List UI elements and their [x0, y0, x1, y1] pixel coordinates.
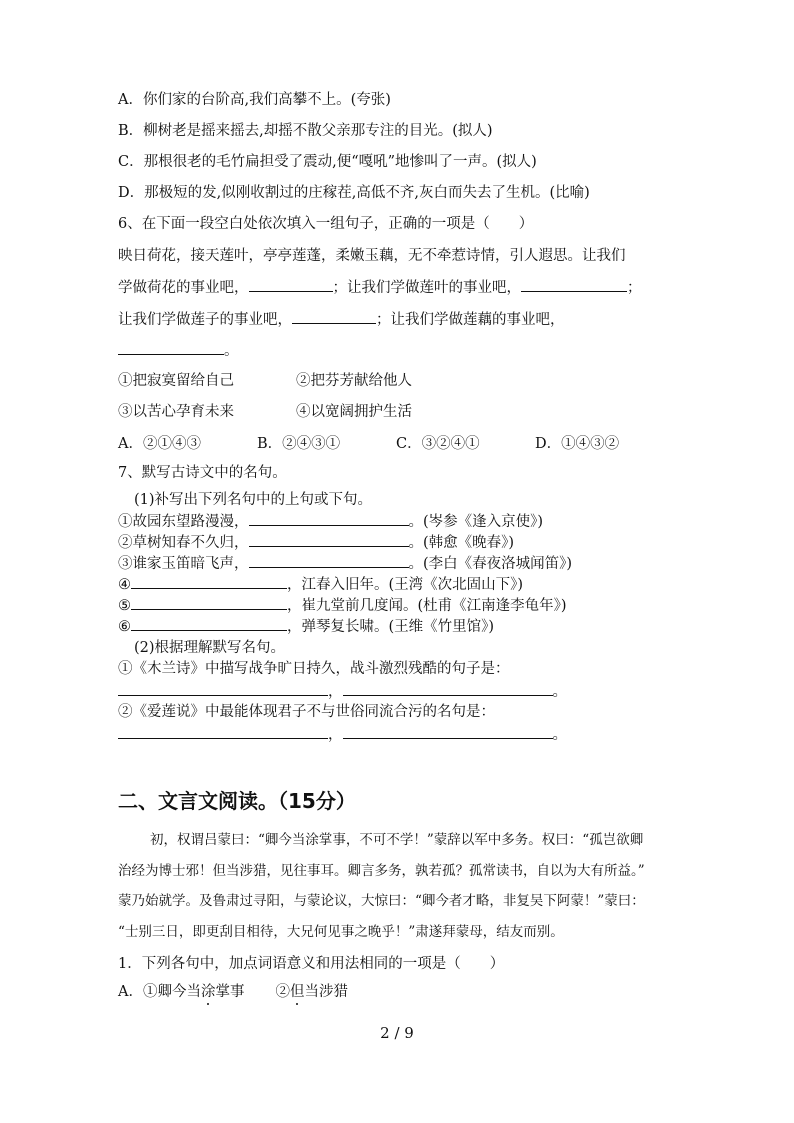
q7-text: ，江春入旧年。(王湾《次北固山下》)	[287, 577, 524, 593]
q6-choices	[118, 434, 619, 454]
q7-line	[118, 574, 523, 595]
q7-text: ②草树知春不久归，	[118, 535, 249, 551]
q7-line	[118, 595, 567, 616]
answer-blank[interactable]	[292, 309, 376, 324]
q6-passage-text: 让我们学做莲子的事业吧，	[118, 312, 292, 328]
q7-answer-line	[118, 681, 567, 702]
passage-line: 蒙乃始就学。及鲁肃过寻阳，与蒙论议，大惊曰：“卿今者才略，非复吴下阿蒙！”蒙曰：	[118, 893, 645, 909]
passage-line: 治经为博士邪！但当涉猎，见往事耳。卿言多务，孰若孤？孤常读书，自以为大有所益。”	[118, 863, 645, 879]
answer-blank[interactable]	[249, 277, 333, 292]
q6-items-row1	[118, 371, 412, 391]
option-text: 掌事	[215, 984, 245, 1000]
answer-blank[interactable]	[131, 595, 287, 610]
answer-blank[interactable]	[118, 681, 328, 696]
answer-blank[interactable]	[249, 532, 409, 547]
q6-passage-text: ；让我们学做莲藕的事业吧，	[376, 312, 565, 328]
q6-item: ④以宽阔拥护生活	[296, 404, 412, 420]
q7-text: ，	[328, 727, 343, 743]
section2-question-1-option-a	[118, 982, 348, 1002]
q7-stem: 7、默写古诗文中的名句。	[118, 465, 287, 481]
q7-text: ，弹琴复长啸。(王维《竹里馆》)	[287, 619, 495, 635]
q7-part1-title: (1)补写出下列名句中的上句或下句。	[134, 492, 373, 508]
q7-text: 。	[552, 684, 567, 700]
q6-passage-text: ；	[627, 280, 642, 296]
choice-d: D．①④③②	[535, 436, 620, 452]
q6-passage-line1: 映日荷花，接天莲叶，亭亭莲蓬，柔嫩玉藕，无不牵惹诗情，引人遐思。让我们	[118, 248, 626, 264]
q7-text: ⑤	[118, 598, 131, 614]
passage-line: “士别三日，即更刮目相待，大兄何见事之晚乎！”肃遂拜蒙母，结友而别。	[118, 924, 564, 940]
section-heading: 二、文言文阅读。（15分）	[118, 789, 356, 813]
q7-text: 。	[552, 727, 567, 743]
q6-passage-text: ；让我们学做莲叶的事业吧，	[332, 280, 521, 296]
q6-passage-text: 。	[224, 343, 239, 359]
q7-text: 。(岑参《逢入京使》)	[408, 514, 544, 530]
answer-blank[interactable]	[131, 616, 287, 631]
q7-line	[118, 511, 543, 532]
section2-question-1: 1．下列各句中，加点词语意义和用法相同的一项是（ ）	[118, 956, 505, 972]
answer-blank[interactable]	[131, 574, 287, 589]
q7-line	[118, 532, 514, 553]
dotted-word: 但	[289, 984, 305, 1000]
choice-c: C．③②④①	[396, 436, 480, 452]
page-number: 2 / 9	[380, 1024, 414, 1042]
q5-option-c: C．那根很老的毛竹扁担受了震动,便“嘎吼”地惨叫了一声。(拟人)	[118, 154, 537, 170]
q7-text: ③谁家玉笛暗飞声，	[118, 556, 249, 572]
q5-option-b: B．柳树老是摇来摇去,却摇不散父亲那专注的目光。(拟人)	[118, 123, 493, 139]
q6-item: ①把寂寞留给自己	[118, 373, 234, 389]
choice-a: A．②①④③	[118, 436, 201, 452]
answer-blank[interactable]	[343, 681, 553, 696]
q7-text: ，崔九堂前几度闻。(杜甫《江南逢李龟年》)	[287, 598, 567, 614]
q7-text: ，	[328, 684, 343, 700]
answer-blank[interactable]	[118, 340, 224, 355]
q6-stem: 6、在下面一段空白处依次填入一组句子，正确的一项是（ ）	[118, 216, 534, 232]
q5-option-d: D．那极短的发,似刚收割过的庄稼茬,高低不齐,灰白而失去了生机。(比喻)	[118, 185, 590, 201]
choice-b: B．②④③①	[257, 436, 341, 452]
answer-blank[interactable]	[343, 724, 553, 739]
q6-passage-line3	[118, 309, 565, 330]
q7-text: ①故园东望路漫漫，	[118, 514, 249, 530]
answer-blank[interactable]	[118, 724, 328, 739]
q7-part2-q2: ②《爱莲说》中最能体现君子不与世俗同流合污的名句是：	[118, 704, 495, 720]
answer-blank[interactable]	[249, 553, 409, 568]
q7-line	[118, 553, 572, 574]
option-text: ①卿今当	[142, 984, 201, 1000]
option-text: ②	[275, 984, 290, 1000]
q7-part2-title: (2)根据理解默写名句。	[134, 640, 286, 656]
q7-answer-line	[118, 724, 567, 745]
q6-items-row2	[118, 402, 412, 422]
q7-part2-q1: ①《木兰诗》中描写战争旷日持久，战斗激烈残酷的句子是：	[118, 661, 510, 677]
q6-passage-line2	[118, 277, 642, 298]
q6-item: ②把芬芳献给他人	[296, 373, 412, 389]
dotted-word: 涂	[200, 984, 216, 1000]
q5-option-a: A．你们家的台阶高,我们高攀不上。(夸张)	[118, 92, 391, 108]
q6-passage-text: 学做荷花的事业吧，	[118, 280, 249, 296]
option-text: 当涉猎	[304, 984, 348, 1000]
passage-line: 初，权谓吕蒙曰：“卿今当涂掌事，不可不学！”蒙辞以军中多务。权曰：“孤岂欲卿	[150, 832, 644, 848]
q7-text: ④	[118, 577, 131, 593]
answer-blank[interactable]	[249, 511, 409, 526]
option-label: A．	[118, 984, 143, 1000]
q7-text: 。(韩愈《晚春》)	[408, 535, 515, 551]
answer-blank[interactable]	[521, 277, 627, 292]
q7-text: ⑥	[118, 619, 131, 635]
q7-line	[118, 616, 494, 637]
q7-text: 。(李白《春夜洛城闻笛》)	[408, 556, 573, 572]
q6-item: ③以苦心孕育未来	[118, 404, 234, 420]
q6-passage-line4	[118, 340, 239, 361]
